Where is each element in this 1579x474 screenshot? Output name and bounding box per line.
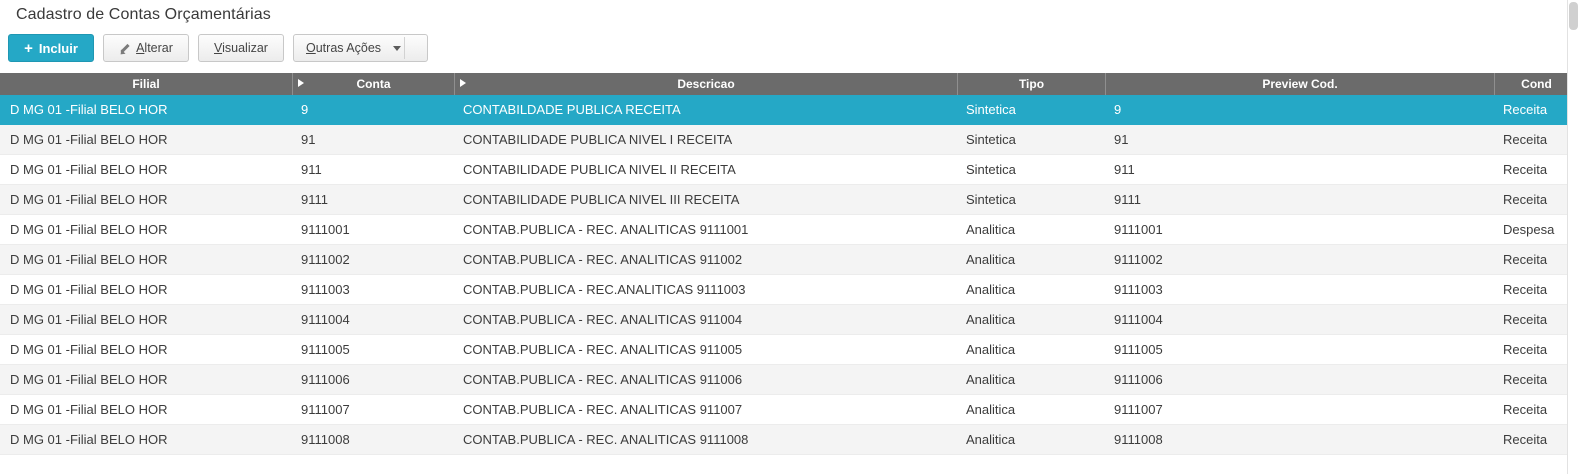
grid-header-row <box>0 73 1579 95</box>
cell-cond: Receita <box>1503 102 1548 117</box>
include-button[interactable] <box>8 34 94 62</box>
cell-conta: 9111008 <box>301 432 350 447</box>
cell-filial: D MG 01 -Filial BELO HOR <box>10 432 168 447</box>
cell-preview: 9111 <box>1114 192 1141 207</box>
cell-preview: 9111001 <box>1114 222 1163 237</box>
cell-cond: Receita <box>1503 132 1548 147</box>
cell-cond: Receita <box>1503 432 1548 447</box>
table-row[interactable] <box>0 215 1579 245</box>
cell-cond: Receita <box>1503 282 1548 297</box>
table-row[interactable] <box>0 365 1579 395</box>
cell-desc: CONTABILIDADE PUBLICA NIVEL I RECEITA <box>463 132 733 147</box>
cell-conta: 911 <box>301 162 322 177</box>
other-actions-label: Outras Ações <box>306 41 382 55</box>
table-row[interactable] <box>0 275 1579 305</box>
cell-tipo: Sintetica <box>966 132 1016 147</box>
table-row[interactable] <box>0 335 1579 365</box>
cell-conta: 9111007 <box>301 402 350 417</box>
table-row[interactable] <box>0 305 1579 335</box>
cell-cond: Receita <box>1503 162 1548 177</box>
include-button-label: Incluir <box>38 40 78 56</box>
alter-button-label: Alterar <box>136 41 173 55</box>
plus-icon: + <box>24 39 33 57</box>
cell-filial: D MG 01 -Filial BELO HOR <box>10 192 168 207</box>
cell-desc: CONTAB.PUBLICA - REC.ANALITICAS 9111003 <box>463 282 746 297</box>
cell-filial: D MG 01 -Filial BELO HOR <box>10 372 168 387</box>
table-row[interactable] <box>0 155 1579 185</box>
cell-desc: CONTABILDADE PUBLICA RECEITA <box>463 102 681 117</box>
split-divider <box>404 37 405 59</box>
cell-conta: 9111004 <box>301 312 350 327</box>
table-row[interactable] <box>0 95 1579 125</box>
cell-conta: 9111006 <box>301 372 350 387</box>
scrollbar-thumb[interactable] <box>1569 2 1578 30</box>
column-header-preview-cod[interactable] <box>1106 73 1495 95</box>
cell-conta: 9111003 <box>301 282 350 297</box>
sort-arrow-icon <box>298 79 304 87</box>
column-header-tipo-label: Tipo <box>1018 77 1045 91</box>
cell-desc: CONTAB.PUBLICA - REC. ANALITICAS 911002 <box>463 252 743 267</box>
cell-preview: 9111002 <box>1114 252 1163 267</box>
cell-conta: 91 <box>301 132 316 147</box>
cell-preview: 9111008 <box>1114 432 1163 447</box>
cell-desc: CONTABILIDADE PUBLICA NIVEL II RECEITA <box>463 162 736 177</box>
column-header-filial[interactable] <box>0 73 293 95</box>
column-header-tipo[interactable] <box>958 73 1106 95</box>
cell-desc: CONTABILIDADE PUBLICA NIVEL III RECEITA <box>463 192 740 207</box>
cell-filial: D MG 01 -Filial BELO HOR <box>10 132 168 147</box>
column-header-conta[interactable] <box>293 73 455 95</box>
accounts-grid <box>0 73 1579 455</box>
cell-preview: 9111004 <box>1114 312 1163 327</box>
alter-button[interactable] <box>103 34 189 62</box>
cell-conta: 9111001 <box>301 222 350 237</box>
cell-preview: 9111007 <box>1114 402 1163 417</box>
toolbar <box>0 31 1579 73</box>
sort-arrow-icon <box>460 79 466 87</box>
cell-desc: CONTAB.PUBLICA - REC. ANALITICAS 911006 <box>463 372 743 387</box>
other-actions-rest: utras Ações <box>315 41 382 55</box>
view-button-rest: isualizar <box>222 41 268 55</box>
column-header-conta-label: Conta <box>356 77 391 91</box>
cell-cond: Receita <box>1503 192 1548 207</box>
cell-cond: Despesa <box>1503 222 1555 237</box>
cell-filial: D MG 01 -Filial BELO HOR <box>10 282 168 297</box>
column-header-preview-cod-label: Preview Cod. <box>1262 77 1338 91</box>
cell-desc: CONTAB.PUBLICA - REC. ANALITICAS 911007 <box>463 402 743 417</box>
cell-filial: D MG 01 -Filial BELO HOR <box>10 342 168 357</box>
view-button[interactable] <box>198 34 284 62</box>
cell-preview: 911 <box>1114 162 1135 177</box>
cell-cond: Receita <box>1503 342 1548 357</box>
cell-tipo: Analitica <box>966 252 1016 267</box>
pencil-icon <box>119 43 130 54</box>
cell-tipo: Analitica <box>966 312 1016 327</box>
column-header-cond-label: Cond <box>1521 77 1552 91</box>
alter-button-rest: lterar <box>144 41 173 55</box>
column-header-descricao[interactable] <box>455 73 958 95</box>
page-title: Cadastro de Contas Orçamentárias <box>16 6 271 23</box>
cell-filial: D MG 01 -Filial BELO HOR <box>10 402 168 417</box>
cell-preview: 91 <box>1114 132 1129 147</box>
table-row[interactable] <box>0 125 1579 155</box>
view-button-label: Visualizar <box>214 41 268 55</box>
column-header-descricao-label: Descricao <box>677 77 735 91</box>
cell-filial: D MG 01 -Filial BELO HOR <box>10 162 168 177</box>
cell-cond: Receita <box>1503 252 1548 267</box>
vertical-scrollbar[interactable] <box>1567 0 1579 474</box>
cell-cond: Receita <box>1503 372 1548 387</box>
cell-tipo: Analitica <box>966 282 1016 297</box>
cell-conta: 9111005 <box>301 342 350 357</box>
cell-desc: CONTAB.PUBLICA - REC. ANALITICAS 911004 <box>463 312 743 327</box>
cell-preview: 9111006 <box>1114 372 1163 387</box>
cell-filial: D MG 01 -Filial BELO HOR <box>10 102 168 117</box>
cell-conta: 9111 <box>301 192 328 207</box>
cell-tipo: Analitica <box>966 222 1016 237</box>
cell-tipo: Analitica <box>966 342 1016 357</box>
grid-body <box>0 95 1579 455</box>
other-actions-button[interactable] <box>293 34 428 62</box>
title-bar <box>0 0 1579 31</box>
cell-filial: D MG 01 -Filial BELO HOR <box>10 222 168 237</box>
table-row[interactable] <box>0 395 1579 425</box>
cell-conta: 9 <box>301 102 309 117</box>
cell-preview: 9111005 <box>1114 342 1163 357</box>
table-row[interactable] <box>0 185 1579 215</box>
cell-tipo: Sintetica <box>966 162 1016 177</box>
cell-tipo: Analitica <box>966 432 1016 447</box>
cell-filial: D MG 01 -Filial BELO HOR <box>10 312 168 327</box>
cell-tipo: Analitica <box>966 372 1016 387</box>
cell-tipo: Sintetica <box>966 102 1016 117</box>
cell-cond: Receita <box>1503 312 1548 327</box>
cell-tipo: Sintetica <box>966 192 1016 207</box>
cell-tipo: Analitica <box>966 402 1016 417</box>
cell-preview: 9111003 <box>1114 282 1163 297</box>
cell-cond: Receita <box>1503 402 1548 417</box>
cell-preview: 9 <box>1114 102 1122 117</box>
cell-desc: CONTAB.PUBLICA - REC. ANALITICAS 9111001 <box>463 222 749 237</box>
cell-desc: CONTAB.PUBLICA - REC. ANALITICAS 911005 <box>463 342 743 357</box>
cell-filial: D MG 01 -Filial BELO HOR <box>10 252 168 267</box>
chevron-down-icon[interactable] <box>393 46 401 51</box>
cell-conta: 9111002 <box>301 252 350 267</box>
table-row[interactable] <box>0 425 1579 455</box>
table-row[interactable] <box>0 245 1579 275</box>
cell-desc: CONTAB.PUBLICA - REC. ANALITICAS 9111008 <box>463 432 749 447</box>
column-header-filial-label: Filial <box>132 77 160 91</box>
